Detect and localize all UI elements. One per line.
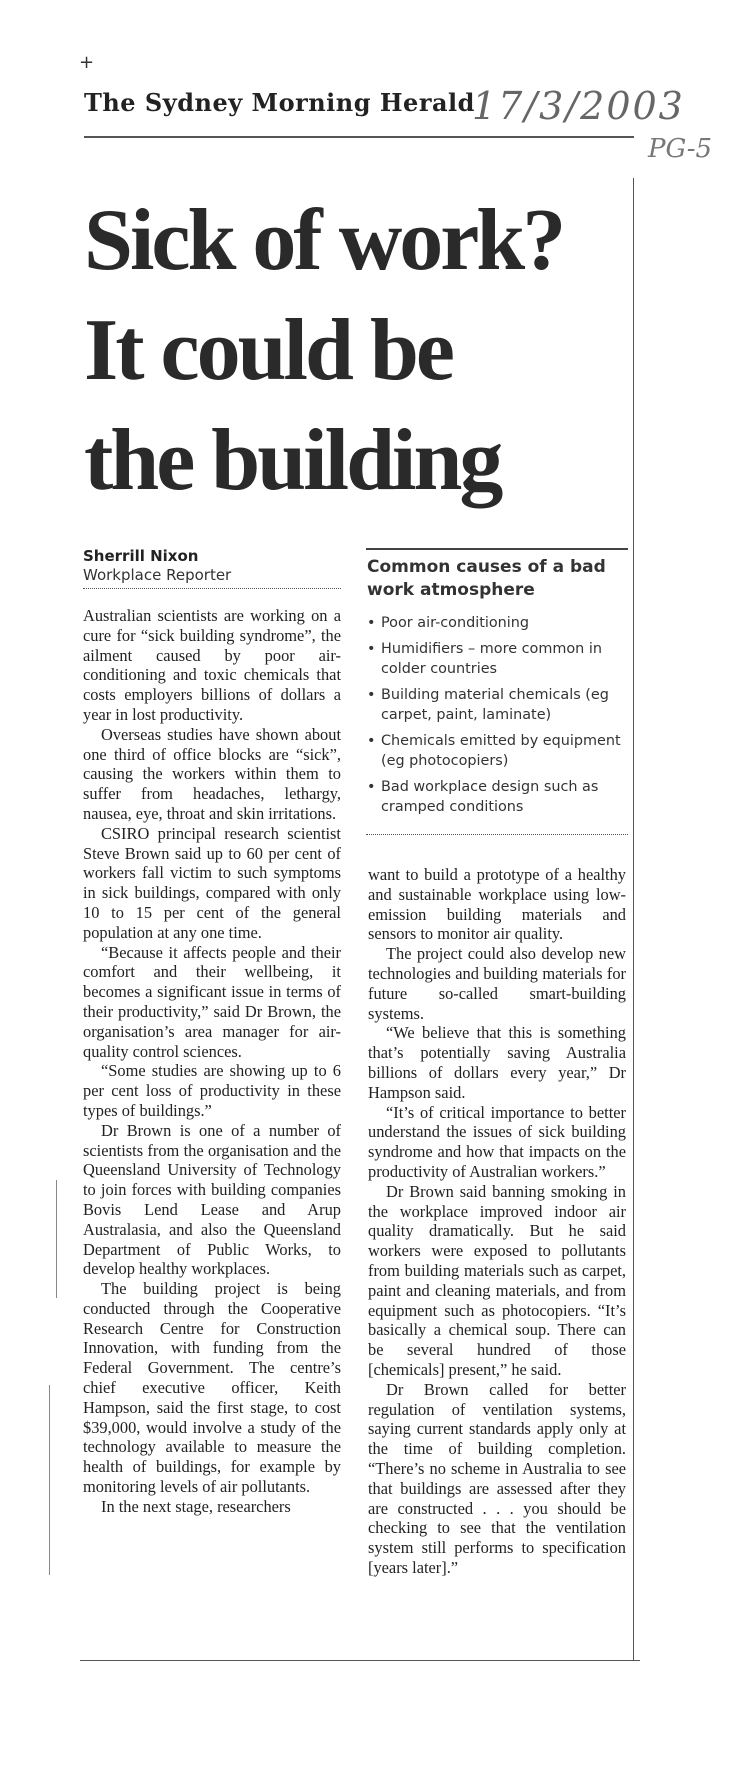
list-item — [367, 777, 629, 817]
article-column-right — [368, 865, 626, 1578]
margin-pen-mark — [56, 1180, 57, 1298]
headline-line-2: It could be — [84, 302, 452, 399]
newspaper-masthead: The Sydney Morning Herald — [84, 88, 475, 117]
list-item-text: Humidifiers – more common in colder countries — [381, 641, 602, 677]
headline — [84, 186, 644, 516]
margin-pen-mark — [49, 1385, 50, 1575]
byline-author: Sherrill Nixon — [83, 547, 199, 565]
handwritten-date: 17/3/2003 — [472, 84, 685, 128]
list-item — [367, 685, 629, 725]
list-item — [367, 639, 629, 679]
bullet-icon: • — [367, 641, 376, 657]
sidebar-top-rule — [366, 548, 628, 550]
sidebar-list — [367, 613, 629, 823]
bullet-icon: • — [367, 779, 376, 795]
list-item-text: Poor air-conditioning — [381, 615, 530, 631]
headline-line-1: Sick of work? — [84, 192, 564, 289]
paragraph: Australian scientists are working on a cure for “sick building syndrome”, the ailment caused by poor air-conditioning and toxic chemicals that costs employers billions of dollars a year in lost productivity. — [83, 606, 341, 724]
sidebar-title: Common causes of a bad work atmosphere — [367, 557, 606, 600]
masthead-rule — [84, 136, 634, 138]
bullet-icon: • — [367, 733, 376, 749]
paragraph: CSIRO principal research scientist Steve Brown said up to 60 per cent of workers fall victim to such symptoms in sick buildings, compared with only 10 to 15 per cent of the general population at any one time. — [83, 823, 341, 942]
paragraph: Dr Brown said banning smoking in the workplace improved indoor air quality dramatically. But he said workers were exposed to pollutants from building materials such as carpet, paint and cleaning materials, and from equipment such as photocopiers. “It’s basically a chemical soup. There can be several hundred of those [chemicals] present,” he said. — [368, 1181, 626, 1379]
list-item-text: Building material chemicals (eg carpet, paint, laminate) — [381, 687, 609, 723]
paragraph: Dr Brown is one of a number of scientists from the organisation and the Queensland University of Technology to join forces with building companies Bovis Lend Lease and Arup Australasia, and also the Queensland Department of Public Works, to develop healthy workplaces. — [83, 1120, 341, 1279]
paragraph: “We believe that this is something that’s potentially saving Australia billions of dollars every year,” Dr Hampson said. — [368, 1023, 626, 1102]
byline-role: Workplace Reporter — [83, 566, 232, 584]
paragraph: In the next stage, researchers — [101, 1496, 291, 1516]
paragraph: “It’s of critical importance to better understand the issues of sick building syndrome and how that impacts on the productivity of Australian workers.” — [368, 1102, 626, 1181]
list-item — [367, 731, 629, 771]
paragraph: Overseas studies have shown about one third of office blocks are “sick”, causing the workers within them to suffer from headaches, lethargy, nausea, eye, throat and skin irritations. — [83, 724, 341, 823]
paragraph: want to build a prototype of a healthy and sustainable workplace using low-emission building materials and sensors to monitor air quality. — [368, 865, 626, 944]
sidebar-bottom-divider — [366, 834, 628, 835]
article-bottom-rule — [80, 1660, 640, 1661]
list-item — [367, 613, 629, 633]
list-item-text: Bad workplace design such as cramped conditions — [381, 779, 599, 815]
handwritten-page-number: PG-5 — [648, 134, 713, 164]
bullet-icon: • — [367, 687, 376, 703]
plus-mark: + — [79, 52, 95, 73]
byline-divider — [83, 588, 341, 589]
paragraph: “Some studies are showing up to 6 per cent loss of productivity in these types of buildings.” — [83, 1061, 341, 1120]
article-column-left — [83, 606, 341, 1517]
paragraph: “Because it affects people and their comfort and their wellbeing, it becomes a significant issue in terms of their productivity,” said Dr Brown, the organisation’s area manager for air-quality control sciences. — [83, 942, 341, 1061]
paragraph: The building project is being conducted through the Cooperative Research Centre for Construction Innovation, with funding from the Federal Government. The centre’s chief executive officer, Keith Hampson, said the first stage, to cost $39,000, would involve a study of the technology available to measure the health of buildings, for example by monitoring levels of air pollutants. — [83, 1279, 341, 1497]
list-item-text: Chemicals emitted by equipment (eg photocopiers) — [381, 733, 621, 769]
paragraph: Dr Brown called for better regulation of ventilation systems, saying current standards apply only at the time of building completion. “There’s no scheme in Australia to see that buildings are assessed after they are constructed . . . you should be checking to see that the ventilation system still performs to specification [years later].” — [368, 1379, 626, 1577]
paragraph: The project could also develop new technologies and building materials for future so-called smart-building systems. — [368, 944, 626, 1023]
headline-line-3: the building — [84, 412, 501, 509]
bullet-icon: • — [367, 615, 376, 631]
